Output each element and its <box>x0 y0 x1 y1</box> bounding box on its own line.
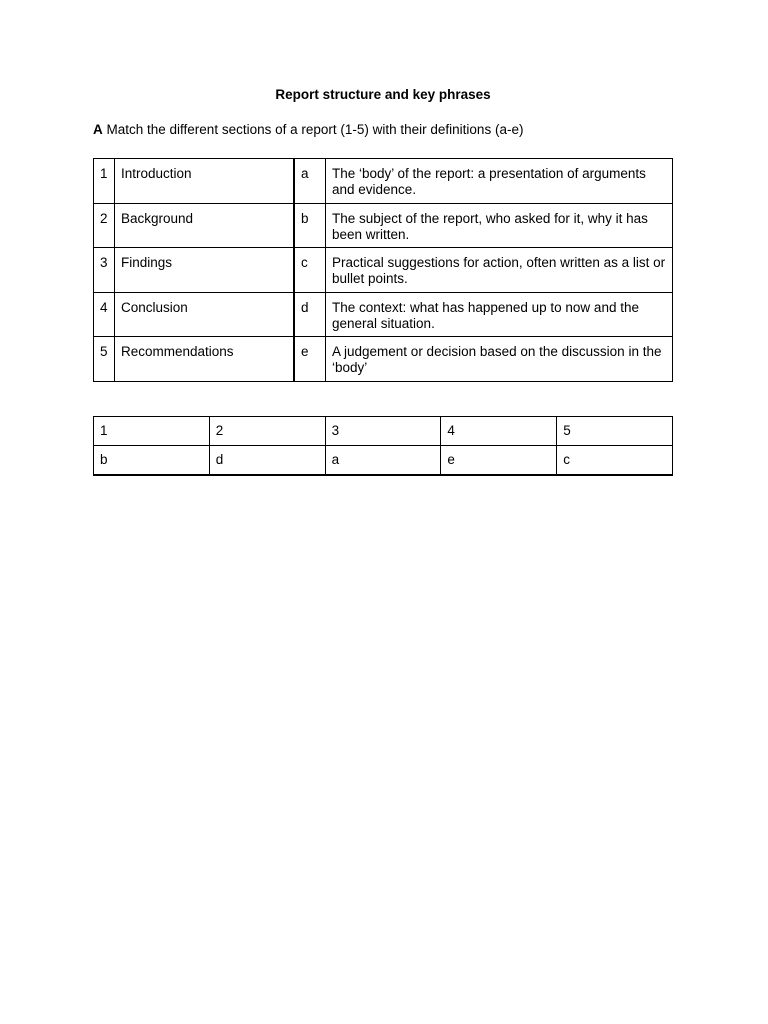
answer-cell: d <box>209 446 325 475</box>
section-number: 3 <box>94 248 115 293</box>
answer-cell: c <box>557 446 673 475</box>
section-name: Conclusion <box>115 292 295 337</box>
section-number: 1 <box>94 159 115 204</box>
definition-letter: e <box>294 337 326 382</box>
matching-table <box>93 158 673 382</box>
instruction-text: Match the different sections of a report (1-5) with their definitions (a-e) <box>102 122 524 137</box>
section-name: Background <box>115 203 295 248</box>
answer-header-row <box>94 417 673 446</box>
table-row <box>94 292 673 337</box>
section-name: Introduction <box>115 159 295 204</box>
section-number: 2 <box>94 203 115 248</box>
answer-table <box>93 416 673 476</box>
answer-header-cell: 4 <box>441 417 557 446</box>
instruction-letter: A <box>93 122 103 137</box>
definition-letter: d <box>294 292 326 337</box>
table-row <box>94 248 673 293</box>
section-number: 4 <box>94 292 115 337</box>
answer-header-cell: 5 <box>557 417 673 446</box>
table-row <box>94 203 673 248</box>
definition-text: The ‘body’ of the report: a presentation of arguments and evidence. <box>326 159 673 204</box>
answer-header-cell: 1 <box>94 417 210 446</box>
definition-letter: b <box>294 203 326 248</box>
section-name: Findings <box>115 248 295 293</box>
definition-letter: c <box>294 248 326 293</box>
table-row <box>94 159 673 204</box>
table-row <box>94 337 673 382</box>
definition-text: The subject of the report, who asked for it, why it has been written. <box>326 203 673 248</box>
answer-cell: b <box>94 446 210 475</box>
definition-text: The context: what has happened up to now and the general situation. <box>326 292 673 337</box>
section-name: Recommendations <box>115 337 295 382</box>
answer-header-cell: 3 <box>325 417 441 446</box>
definition-letter: a <box>294 159 326 204</box>
answer-row <box>94 446 673 475</box>
section-number: 5 <box>94 337 115 382</box>
definition-text: Practical suggestions for action, often written as a list or bullet points. <box>326 248 673 293</box>
answer-cell: a <box>325 446 441 475</box>
definition-text: A judgement or decision based on the discussion in the ‘body’ <box>326 337 673 382</box>
page-title: Report structure and key phrases <box>275 87 491 102</box>
answer-cell: e <box>441 446 557 475</box>
instruction <box>93 122 523 137</box>
answer-header-cell: 2 <box>209 417 325 446</box>
